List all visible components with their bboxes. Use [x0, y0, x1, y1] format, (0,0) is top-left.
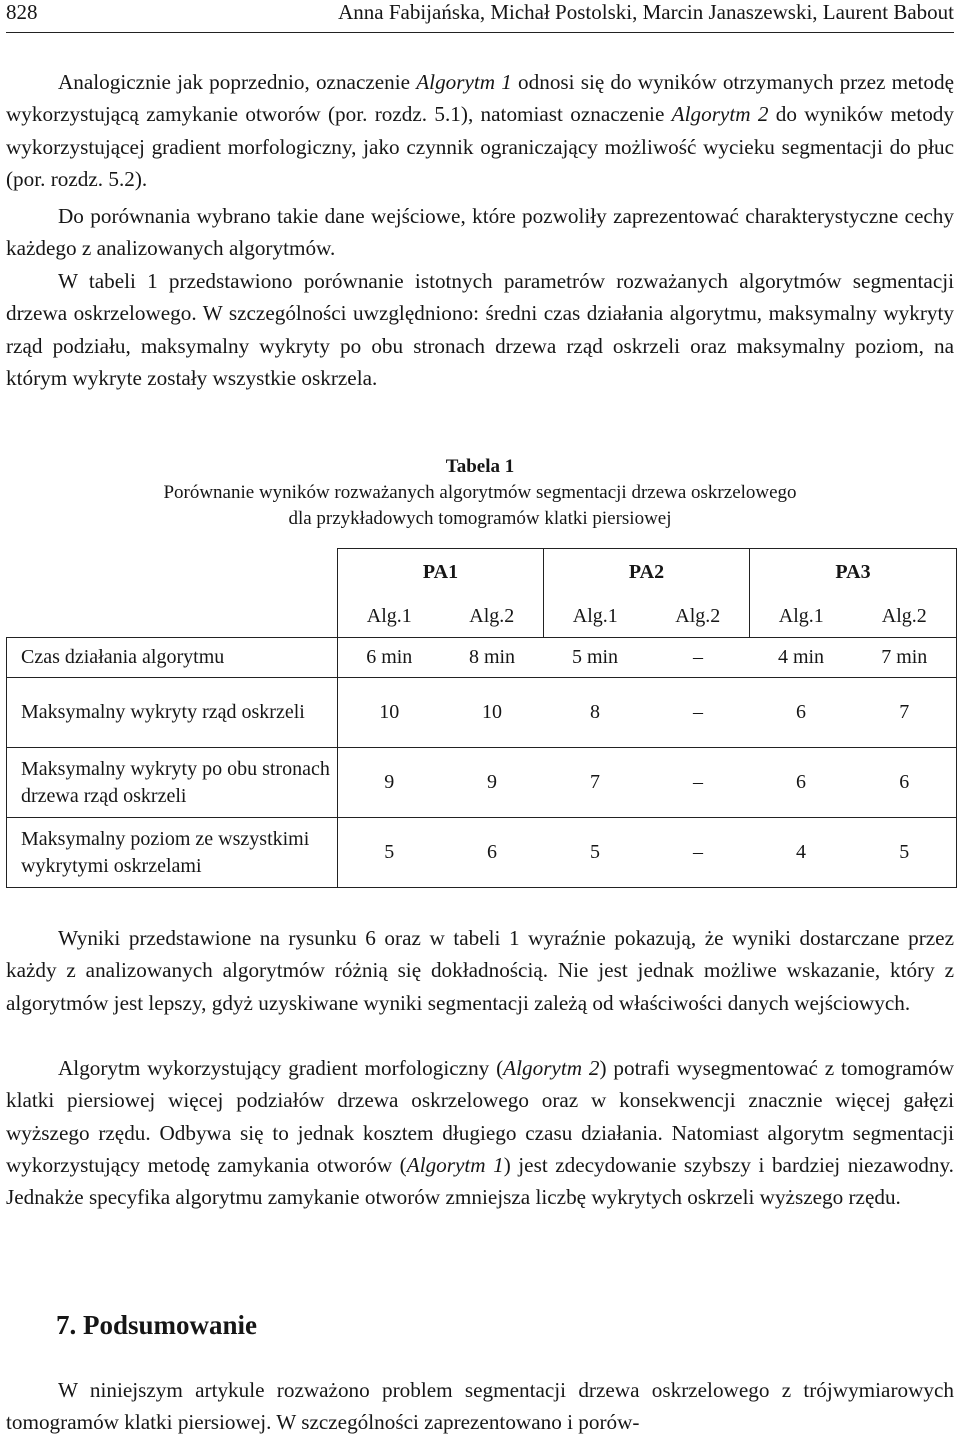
subheader-pa3-alg2: Alg.2 — [853, 595, 957, 638]
table-cell: 7 — [853, 678, 957, 748]
table-row — [7, 638, 957, 678]
table-cell: 9 — [441, 748, 544, 818]
table-cell: 5 — [338, 818, 441, 888]
row-label: Maksymalny wykryty po obu stronach drzewa rząd oskrzeli — [7, 748, 338, 818]
text-run: ) potrafi wysegmentować z tomogramów klatki piersiowej więcej podziałów drzewa oskrzelowego oraz w konsekwencji znacznie więcej gałęzi wyższego rzędu. Odbywa się to jednak kosztem długiego czasu działania. Natomiast algorytm segmentacji wykorzystujący metodę zamykania otworów ( — [6, 1056, 955, 1177]
table-row — [7, 818, 957, 888]
text-run: ) jest zdecydowanie szybszy i bardziej niezawodny. Jednakże specyfika algorytmu zamykanie otworów zmniejsza liczbę wykrytych oskrzeli wyższego rzędu. — [6, 1152, 954, 1210]
subheader-pa1-alg2: Alg.2 — [469, 604, 515, 627]
subheader-pa2-alg1: Alg.1 — [544, 595, 647, 638]
table-cell: – — [647, 638, 750, 678]
intro-paragraph-3: W tabeli 1 przedstawiono porównanie istotnych parametrów rozważanych algorytmów segmentacji drzewa oskrzelowego. W szczególności uwzględniono: średni czas działania algorytmu, maksymalny wykryty rząd podziału, maksymalny wykryty po obu stronach drzewa rząd oskrzeli oraz maksymalny poziom, na którym wykryte zostały wszystkie oskrzela. — [6, 269, 954, 390]
page-number: 828 — [6, 0, 38, 24]
table-cell: 10 — [338, 678, 441, 748]
italic-term: Algorytm 2 — [503, 1056, 600, 1080]
row-label: Maksymalny poziom ze wszystkimi wykrytymi oskrzelami — [7, 818, 338, 888]
table-corner — [7, 549, 338, 596]
table-cell: 4 — [750, 818, 853, 888]
table-cell: 6 — [750, 678, 853, 748]
table-cell: – — [647, 818, 750, 888]
text-run: Algorytm wykorzystujący gradient morfologiczny ( — [58, 1056, 504, 1080]
table-cell: 6 — [441, 818, 544, 888]
intro-paragraph-2: Do porównania wybrano takie dane wejściowe, które pozwoliły zaprezentować charakterystyczne cechy każdego z analizowanych algorytmów. — [6, 204, 954, 261]
group-header-pa3: PA3 — [750, 549, 957, 596]
results-table — [6, 548, 957, 888]
table-label: Tabela 1 — [445, 456, 515, 477]
subheader-pa3-alg1: Alg.1 — [750, 595, 853, 638]
text-run: odnosi się do wyników otrzymanych przez metodę wykorzystującą zamykanie otworów (por. rozdz. 5.1), natomiast oznaczenie — [6, 70, 954, 127]
results-paragraph-2 — [6, 1052, 954, 1213]
intro-paragraph-1 — [6, 66, 954, 195]
table-cell: 9 — [338, 748, 441, 818]
running-header — [6, 0, 954, 28]
table-cell: 6 min — [338, 638, 441, 678]
table-row — [7, 748, 957, 818]
table-cell: 8 min — [441, 638, 544, 678]
table-subheader-row — [7, 595, 957, 638]
table-cell: 4 min — [750, 638, 853, 678]
table-cell: 8 — [544, 678, 647, 748]
row-label: Czas działania algorytmu — [7, 638, 338, 678]
results-paragraph-1: Wyniki przedstawione na rysunku 6 oraz w tabeli 1 wyraźnie pokazują, że wyniki dostarczane przez każdy z analizowanych algorytmów różnią się dokładnością. Nie jest jednak możliwe wskazanie, który z algorytmów jest lepszy, gdyż uzyskiwane wyniki segmentacji zależą od właściwości danych wejściowych. — [6, 926, 954, 1015]
subheader-pa2-alg2: Alg.2 — [675, 604, 721, 627]
table-cell: 5 — [544, 818, 647, 888]
table-cell: – — [647, 678, 750, 748]
section-heading: 7. Podsumowanie — [56, 1310, 258, 1340]
italic-term: Algorytm 1 — [406, 1152, 504, 1177]
group-header-pa2: PA2 — [544, 549, 750, 596]
table-row — [7, 678, 957, 748]
table-cell: 10 — [441, 678, 544, 748]
running-authors: Anna Fabijańska, Michał Postolski, Marcin Janaszewski, Laurent Babout — [338, 0, 954, 24]
header-rule — [6, 32, 954, 33]
table-caption-line-1: Porównanie wyników rozważanych algorytmów segmentacji drzewa oskrzelowego — [163, 482, 797, 503]
table-group-header-row — [7, 549, 957, 596]
table-cell: 5 — [853, 818, 957, 888]
table-cell: 6 — [750, 748, 853, 818]
subheader-pa1-alg1: Alg.1 — [338, 595, 441, 638]
table-cell: – — [647, 748, 750, 818]
section-paragraph-1: W niniejszym artykule rozważono problem segmentacji drzewa oskrzelowego z trójwymiarowych tomogramów klatki piersiowej. W szczególności zaprezentowano i porów- — [6, 1378, 954, 1435]
table-caption-line-2: dla przykładowych tomogramów klatki piersiowej — [288, 508, 672, 529]
text-run: Analogicznie jak poprzednio, oznaczenie — [58, 70, 417, 94]
italic-term: Algorytm 2 — [671, 102, 769, 127]
row-label: Maksymalny wykryty rząd oskrzeli — [7, 678, 338, 748]
table-cell: 7 — [544, 748, 647, 818]
table-cell: 7 min — [853, 638, 957, 678]
group-header-pa1: PA1 — [338, 549, 544, 596]
italic-term: Algorytm 1 — [416, 70, 512, 94]
text-run: do wyników metody wykorzystującej gradient morfologiczny, jako czynnik ograniczający możliwość wycieku segmentacji do płuc (por. rozdz. 5.2). — [6, 102, 954, 191]
table-cell: 6 — [853, 748, 957, 818]
table-cell: 5 min — [544, 638, 647, 678]
